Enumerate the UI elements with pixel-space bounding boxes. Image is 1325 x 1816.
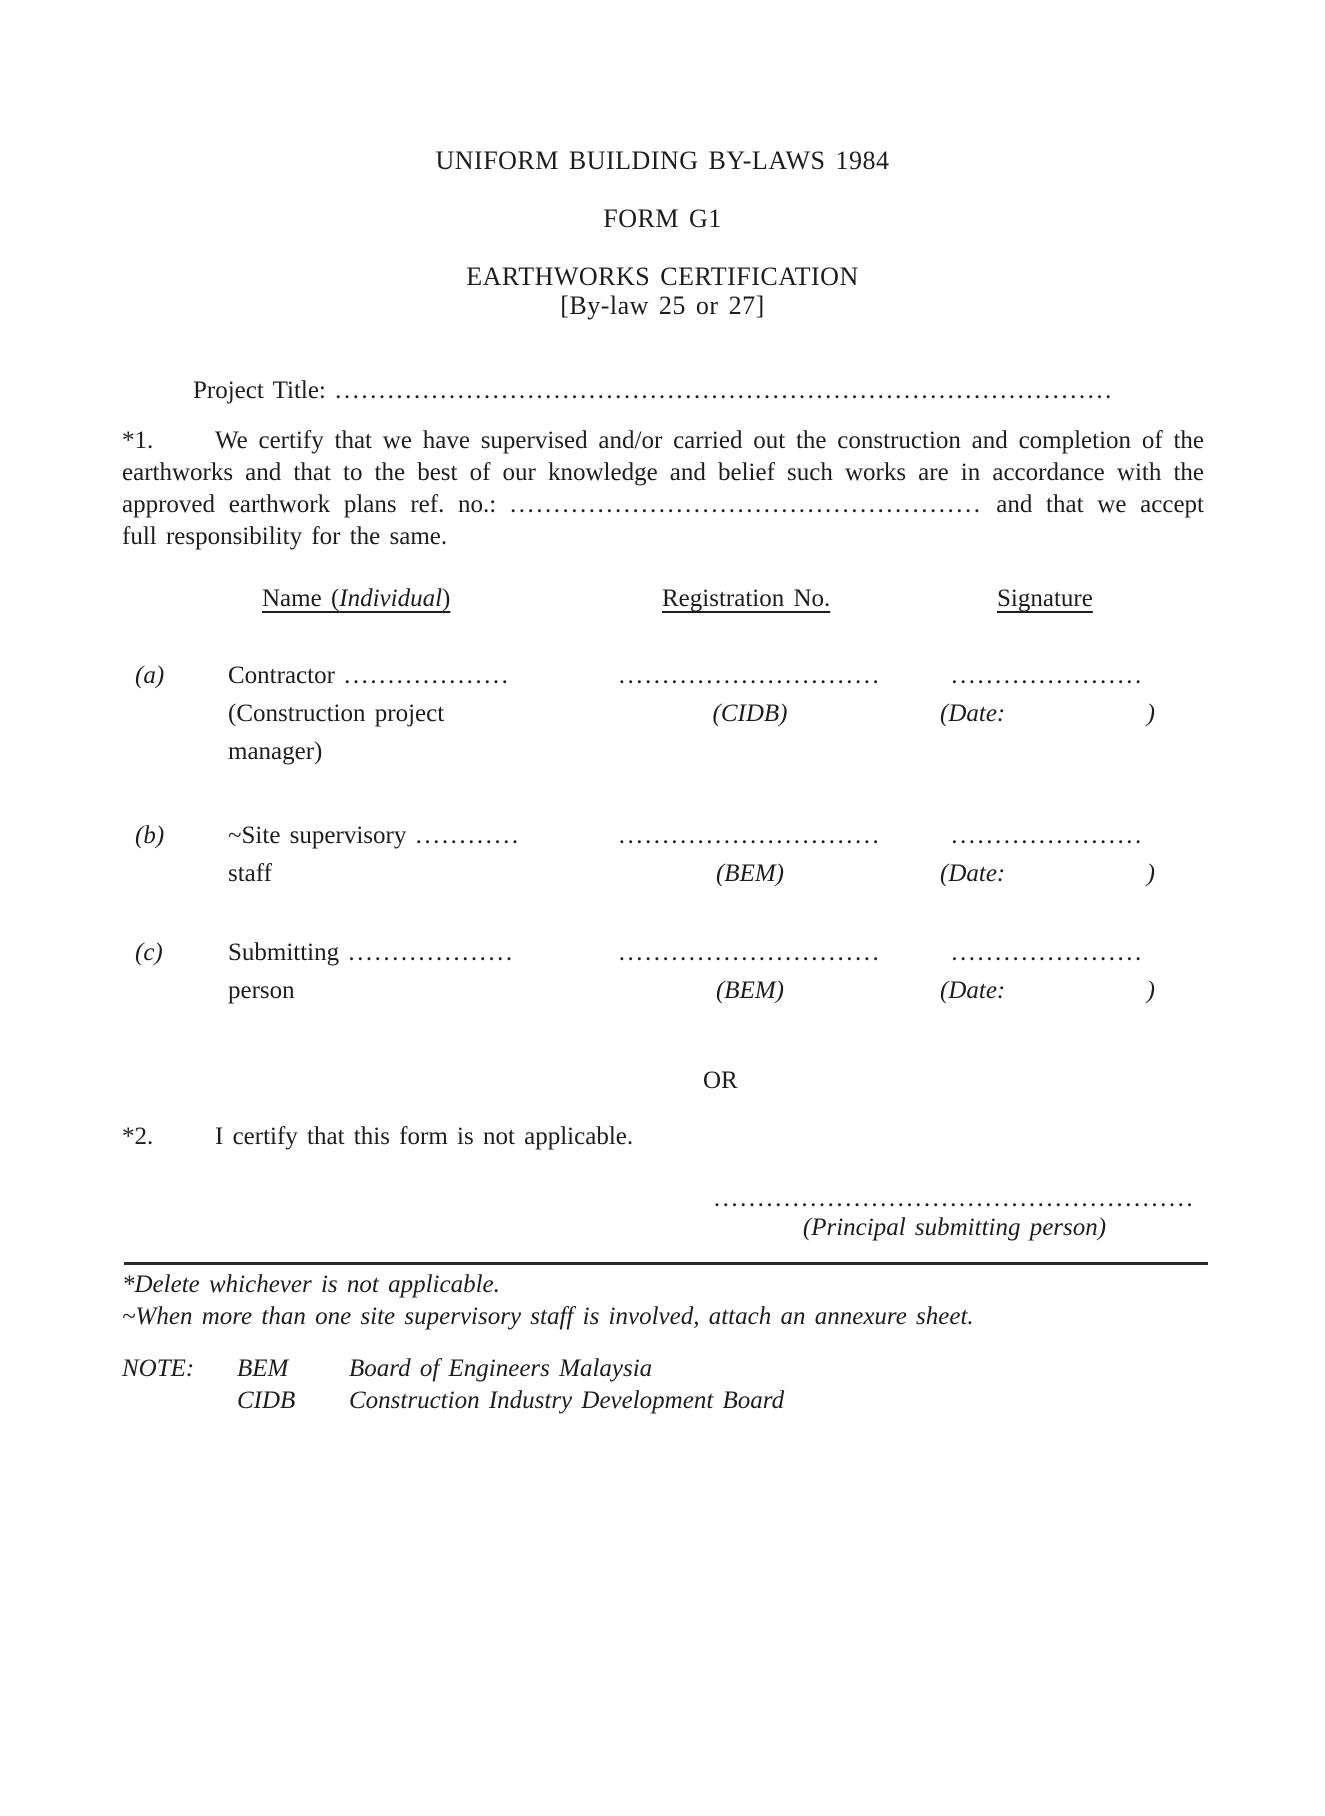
name-text: ~Site supervisory xyxy=(228,822,407,849)
signature-fill-line: ...................... xyxy=(951,822,1144,849)
date-close-paren: ) xyxy=(1146,977,1155,1004)
registration-cell xyxy=(600,817,900,893)
registration-fill-line: .............................. xyxy=(618,662,882,689)
col-header-signature: Signature xyxy=(997,585,1093,612)
date-close-paren: ) xyxy=(1146,860,1155,887)
principal-signature-fill-line: ....................................................... xyxy=(713,1185,1196,1212)
name-line-1 xyxy=(228,934,515,972)
name-cell xyxy=(228,817,521,893)
signature-cell xyxy=(940,934,1155,1010)
footnote-delete: *Delete whichever is not applicable. xyxy=(122,1271,500,1298)
note-label: NOTE: xyxy=(122,1355,195,1382)
date-line xyxy=(940,972,1155,1010)
signature-cell xyxy=(940,817,1155,893)
clause-2 xyxy=(122,1122,633,1151)
footnote-annexure: ~When more than one site supervisory staff is involved, attach an annexure sheet. xyxy=(122,1303,974,1330)
name-line-2: person xyxy=(228,977,295,1004)
form-number: FORM G1 xyxy=(603,204,722,233)
date-label: (Date: xyxy=(940,700,1006,727)
note-full-bem: Board of Engineers Malaysia xyxy=(349,1355,653,1382)
footnotes xyxy=(122,1269,974,1333)
date-label: (Date: xyxy=(940,860,1006,887)
col-header-name-text: Name ( xyxy=(262,585,340,612)
name-fill-line: ................... xyxy=(344,662,511,689)
clause-2-number: *2. xyxy=(122,1123,154,1150)
registration-org-label: (CIDB) xyxy=(712,700,788,727)
date-label: (Date: xyxy=(940,977,1006,1004)
ref-no-fill-line: ...................................................... xyxy=(510,491,983,518)
row-label-b: (b) xyxy=(135,822,165,849)
note-abbr-cidb: CIDB xyxy=(237,1387,296,1414)
principal-signature-block xyxy=(711,1184,1198,1242)
or-separator: OR xyxy=(703,1067,738,1094)
name-fill-line: ................... xyxy=(348,939,515,966)
date-line xyxy=(940,855,1155,893)
clause-1-text-end: and that we accept full responsibility for the same. xyxy=(122,491,1204,550)
name-cell xyxy=(228,657,510,771)
form-title: EARTHWORKS CERTIFICATION xyxy=(466,262,859,291)
clause-1-number: *1. xyxy=(122,427,154,454)
date-line xyxy=(940,695,1155,733)
name-line-2: staff xyxy=(228,860,272,887)
name-cell xyxy=(228,934,515,1010)
registration-fill-line: .............................. xyxy=(618,822,882,849)
row-label-a: (a) xyxy=(135,662,165,689)
registration-cell xyxy=(600,657,900,733)
footnote-divider xyxy=(124,1262,1208,1265)
col-header-registration: Registration No. xyxy=(662,585,831,612)
name-line-1 xyxy=(228,657,510,695)
doc-title: UNIFORM BUILDING BY-LAWS 1984 xyxy=(435,146,890,175)
name-fill-line: ............ xyxy=(415,822,521,849)
signature-fill-line: ...................... xyxy=(951,662,1144,689)
project-title-fill-line: ......................................................................................... xyxy=(335,377,1114,404)
date-close-paren: ) xyxy=(1146,700,1155,727)
note-abbr-bem: BEM xyxy=(237,1355,289,1382)
bylaw-reference: [By-law 25 or 27] xyxy=(560,291,765,320)
project-title-label: Project Title: xyxy=(193,377,326,404)
col-header-name-close: ) xyxy=(442,585,451,612)
clause-1 xyxy=(122,425,1204,553)
name-text: Submitting xyxy=(228,939,340,966)
note-full-cidb: Construction Industry Development Board xyxy=(349,1387,785,1414)
name-text: Contractor xyxy=(228,662,335,689)
registration-org-label: (BEM) xyxy=(715,860,785,887)
registration-org-label: (BEM) xyxy=(715,977,785,1004)
row-label-c: (c) xyxy=(135,939,163,966)
col-header-name-individual: Individual xyxy=(339,585,443,612)
registration-cell xyxy=(600,934,900,1010)
project-title-line xyxy=(193,376,1114,405)
registration-fill-line: .............................. xyxy=(618,939,882,966)
clause-2-text: I certify that this form is not applicable. xyxy=(215,1123,634,1150)
clause-1-text: We certify that we have supervised and/or carried out the construction and completion of the earthworks and that to the best of our knowledge and belief such works are in accordance with the approved earthwork plans ref. no.: xyxy=(122,427,1204,518)
name-line-3: manager) xyxy=(228,738,323,765)
name-line-1 xyxy=(228,817,521,855)
col-header-name xyxy=(262,584,450,613)
principal-label: (Principal submitting person) xyxy=(802,1214,1107,1241)
signature-fill-line: ...................... xyxy=(951,939,1144,966)
name-line-2: (Construction project xyxy=(228,700,445,727)
signature-cell xyxy=(940,657,1155,733)
